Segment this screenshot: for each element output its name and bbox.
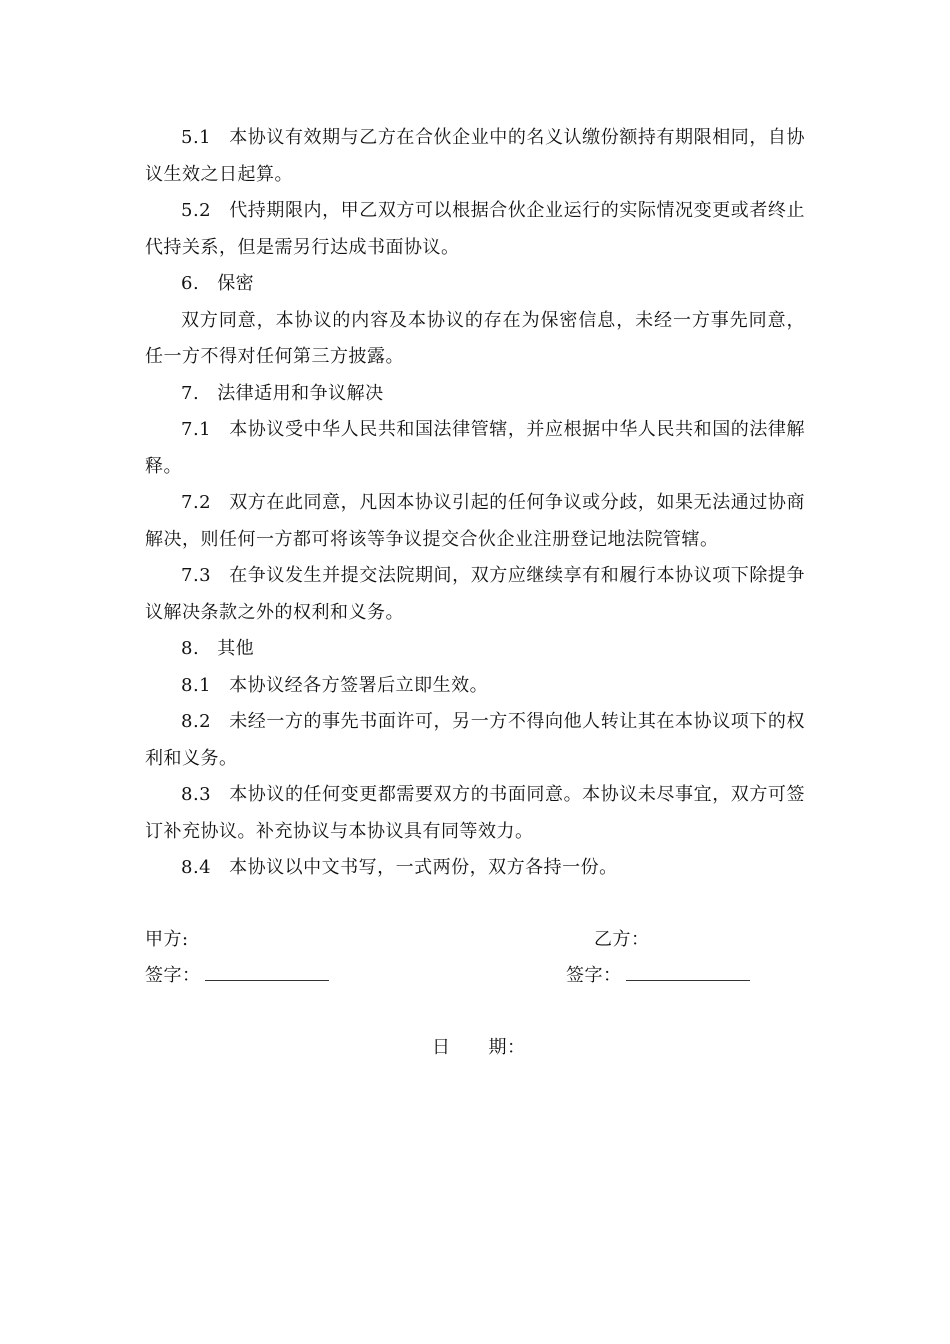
party-b-signature bbox=[566, 958, 750, 994]
clause-7-1 bbox=[145, 412, 805, 485]
clause-7-2 bbox=[145, 485, 805, 558]
clause-5-2 bbox=[145, 193, 805, 266]
signature-line bbox=[626, 958, 750, 981]
agreement-body bbox=[145, 120, 805, 887]
clause-text: 双方同意，本协议的内容及本协议的存在为保密信息，未经一方事先同意，任一方不得对任何第三方披露。 bbox=[145, 309, 805, 367]
clause-number: 6. bbox=[181, 273, 200, 294]
clause-number: 8.1 bbox=[181, 674, 212, 696]
clause-text: 法律适用和争议解决 bbox=[217, 382, 384, 404]
date-label bbox=[432, 1030, 526, 1066]
clause-5-1 bbox=[145, 120, 805, 193]
clause-text: 本协议的任何变更都需要双方的书面同意。本协议未尽事宜，双方可签订补充协议。补充协议与本协议具有同等效力。 bbox=[145, 784, 805, 842]
section-6-heading bbox=[145, 266, 805, 303]
signature-label: 签字： bbox=[145, 965, 201, 986]
clause-text: 本协议经各方签署后立即生效。 bbox=[229, 674, 489, 696]
clause-number: 7.3 bbox=[181, 565, 212, 586]
party-a-label: 甲方: bbox=[145, 929, 189, 950]
signature-line bbox=[205, 958, 329, 981]
clause-text: 其他 bbox=[217, 638, 255, 659]
clause-number: 8.3 bbox=[181, 784, 212, 805]
clause-text: 本协议以中文书写，一式两份，双方各持一份。 bbox=[229, 857, 618, 878]
clause-number: 5.2 bbox=[181, 200, 212, 221]
clause-7-3 bbox=[145, 558, 805, 631]
clause-text: 代持期限内，甲乙双方可以根据合伙企业运行的实际情况变更或者终止代持关系，但是需另行达成书面协议。 bbox=[145, 200, 805, 258]
clause-number: 8.4 bbox=[181, 857, 212, 878]
clause-number: 8.2 bbox=[181, 711, 212, 732]
clause-8-1 bbox=[145, 668, 805, 705]
clause-8-2 bbox=[145, 704, 805, 777]
signature-label: 签字： bbox=[566, 965, 622, 986]
clause-number: 5.1 bbox=[181, 127, 212, 148]
party-a-signature bbox=[145, 958, 329, 994]
clause-text: 本协议有效期与乙方在合伙企业中的名义认缴份额持有期限相同，自协议生效之日起算。 bbox=[145, 127, 805, 185]
clause-text: 保密 bbox=[217, 273, 255, 294]
clause-text: 在争议发生并提交法院期间，双方应继续享有和履行本协议项下除提争议解决条款之外的权利和义务。 bbox=[145, 565, 805, 623]
section-8-heading bbox=[145, 631, 805, 668]
party-b-label: 乙方： bbox=[594, 929, 650, 950]
clause-number: 8. bbox=[181, 638, 200, 659]
clause-text: 双方在此同意，凡因本协议引起的任何争议或分歧，如果无法通过协商解决，则任何一方都可将该等争议提交合伙企业注册登记地法院管辖。 bbox=[145, 492, 805, 550]
clause-text: 未经一方的事先书面许可，另一方不得向他人转让其在本协议项下的权利和义务。 bbox=[145, 711, 805, 769]
date-char-1: 日 bbox=[432, 1037, 451, 1058]
clause-8-4 bbox=[145, 850, 805, 887]
date-char-2: 期： bbox=[488, 1037, 526, 1058]
clause-number: 7.2 bbox=[181, 492, 212, 513]
clause-8-3 bbox=[145, 777, 805, 850]
confidentiality-paragraph bbox=[145, 303, 805, 376]
clause-text: 本协议受中华人民共和国法律管辖，并应根据中华人民共和国的法律解释。 bbox=[145, 419, 805, 477]
clause-number: 7. bbox=[181, 382, 200, 404]
section-7-heading bbox=[145, 376, 805, 413]
clause-number: 7.1 bbox=[181, 419, 212, 440]
